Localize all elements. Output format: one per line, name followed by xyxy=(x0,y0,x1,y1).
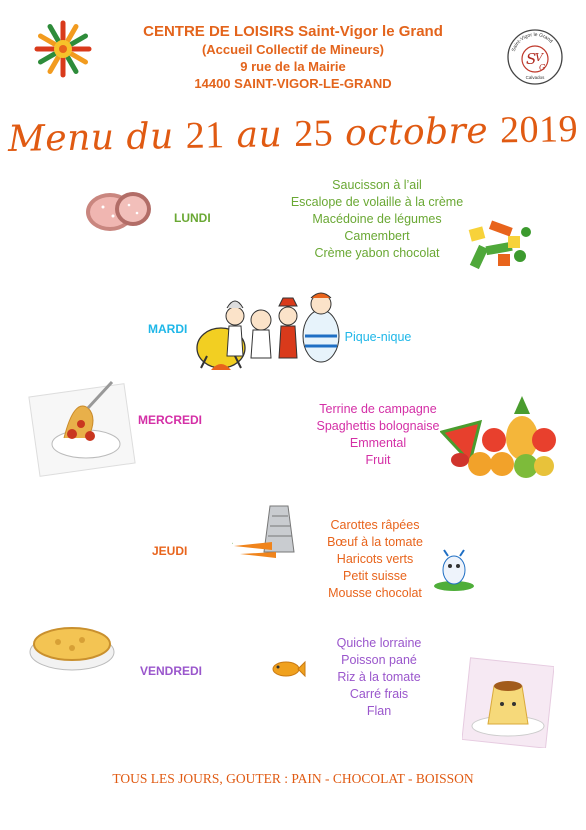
logo-monogram-s: S xyxy=(526,50,537,68)
menu-item: Crème yabon chocolat xyxy=(314,246,440,260)
header-block xyxy=(0,22,586,92)
carrots-grater-image xyxy=(232,502,302,560)
logo-ring-text: Saint-Vigor le Grand xyxy=(510,31,554,53)
menu-item: Spaghettis bolognaise xyxy=(316,419,440,433)
menu-item: Saucisson à l’ail xyxy=(332,178,422,192)
day-label-lundi: LUNDI xyxy=(174,211,211,225)
spaghetti-plate-image xyxy=(28,378,138,478)
menu-list-vendredi xyxy=(304,635,454,720)
logo-monogram-v: V xyxy=(535,51,543,64)
menu-item: Quiche lorraine xyxy=(336,636,422,650)
menu-item: Carottes râpées xyxy=(330,518,420,532)
center-name: CENTRE DE LOISIRS Saint-Vigor le Grand xyxy=(143,23,443,40)
logo-monogram-g: G xyxy=(539,63,546,72)
center-type: (Accueil Collectif de Mineurs) xyxy=(201,42,385,57)
sausage-slices-image xyxy=(85,185,155,235)
asterix-obelix-picnic-image xyxy=(193,286,343,374)
quiche-image xyxy=(26,618,118,674)
menu-item: Mousse chocolat xyxy=(328,586,422,600)
fried-fish-image xyxy=(270,658,306,680)
menu-title: Menu du 21 au 25 octobre 2019 xyxy=(7,108,579,160)
flan-image xyxy=(462,656,554,748)
menu-item: Carré frais xyxy=(349,687,409,701)
menu-item: Macédoine de légumes xyxy=(312,212,442,226)
menu-item: Camembert xyxy=(344,229,410,243)
menu-item: Poisson pané xyxy=(341,653,417,667)
menu-item: Fruit xyxy=(365,453,391,467)
menu-list-jeudi xyxy=(300,517,450,602)
cartoon-fruits-image xyxy=(440,392,560,484)
day-label-vendredi: VENDREDI xyxy=(140,664,203,678)
menu-list-mardi xyxy=(330,329,426,346)
daily-snack-note: TOUS LES JOURS, GOUTER : PAIN - CHOCOLAT - BOISSON xyxy=(112,771,474,786)
day-label-mardi: MARDI xyxy=(148,322,188,336)
menu-item: Riz à la tomate xyxy=(337,670,421,684)
mixed-vegetables-image xyxy=(460,216,540,274)
menu-item: Flan xyxy=(366,704,392,718)
address-street: 9 rue de la Mairie xyxy=(240,59,346,74)
menu-list-mercredi xyxy=(298,401,458,469)
day-label-jeudi: JEUDI xyxy=(152,544,188,558)
address-city: 14400 SAINT-VIGOR-LE-GRAND xyxy=(194,76,392,91)
petit-suisse-character-image xyxy=(432,548,476,592)
menu-item: Haricots verts xyxy=(336,552,414,566)
menu-list-lundi xyxy=(262,177,492,262)
menu-item: Petit suisse xyxy=(343,569,407,583)
town-logo xyxy=(506,28,564,86)
menu-item: Pique-nique xyxy=(344,330,412,344)
logo-bottom-text: Calvados xyxy=(525,75,545,80)
day-label-mercredi: MERCREDI xyxy=(138,413,203,427)
menu-item: Bœuf à la tomate xyxy=(327,535,423,549)
menu-item: Escalope de volaille à la crème xyxy=(290,195,464,209)
menu-item: Emmental xyxy=(349,436,407,450)
menu-item: Terrine de campagne xyxy=(319,402,437,416)
